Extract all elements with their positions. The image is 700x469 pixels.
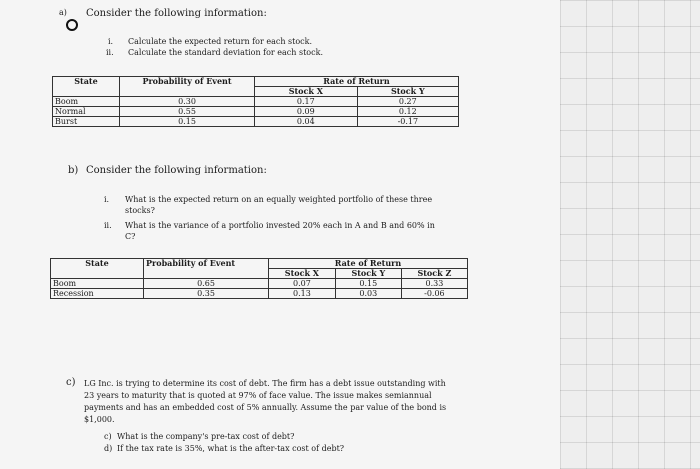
table-cell-prob: 0.30 — [120, 97, 255, 107]
task-b-num-2: ii. — [104, 221, 112, 230]
table-a-header-row — [53, 77, 459, 87]
question-c-num: c) — [104, 432, 112, 441]
task-a-num-2: ii. — [106, 48, 114, 57]
table-row — [53, 97, 459, 107]
circle-mark-icon — [66, 19, 78, 31]
table-cell-stock-z: -0.06 — [401, 289, 467, 299]
table-cell-stock-y: 0.03 — [335, 289, 401, 299]
table-cell-stock-y: 0.12 — [357, 107, 458, 117]
table-cell-stock-y: 0.15 — [335, 279, 401, 289]
table-a-rate-header: Rate of Return — [255, 77, 459, 87]
task-a-text-2: Calculate the standard deviation for each stock. — [128, 48, 323, 57]
table-row — [51, 289, 468, 299]
table-cell-stock-x: 0.17 — [255, 97, 358, 107]
section-b-label: b) — [68, 165, 79, 176]
section-a-intro: Consider the following information: — [86, 8, 267, 19]
table-cell-stock-y: -0.17 — [357, 117, 458, 127]
table-b-stock-z-header: Stock Z — [401, 269, 467, 279]
section-c-line-4: $1,000. — [84, 415, 115, 424]
table-a — [52, 76, 459, 127]
table-b-prob-header: Probability of Event — [144, 259, 269, 279]
section-c-line-2: 23 years to maturity that is quoted at 97% of face value. The issue makes semiannual — [84, 391, 432, 400]
table-b — [50, 258, 468, 299]
table-b-state-header: State — [51, 259, 144, 279]
task-b-text-1-line-2: stocks? — [125, 206, 155, 215]
table-a-stock-y-header: Stock Y — [357, 87, 458, 97]
table-row — [53, 117, 459, 127]
table-b-stock-y-header: Stock Y — [335, 269, 401, 279]
table-row — [53, 107, 459, 117]
table-cell-state: Recession — [51, 289, 144, 299]
table-cell-state: Boom — [51, 279, 144, 289]
table-cell-prob: 0.65 — [144, 279, 269, 289]
table-cell-state: Boom — [53, 97, 120, 107]
section-c-label: c) — [66, 377, 76, 388]
table-b-header-row — [51, 259, 468, 269]
task-b-text-2-line-1: What is the variance of a portfolio invested 20% each in A and B and 60% in — [125, 221, 435, 230]
table-a-stock-x-header: Stock X — [255, 87, 358, 97]
section-b-intro: Consider the following information: — [86, 165, 267, 176]
section-c-line-1: LG Inc. is trying to determine its cost of debt. The firm has a debt issue outstanding with — [84, 379, 446, 388]
task-b-text-1-line-1: What is the expected return on an equally weighted portfolio of these three — [125, 195, 433, 204]
section-c-line-3: payments and has an embedded cost of 5% annually. Assume the par value of the bond is — [84, 403, 447, 412]
background-grid — [560, 0, 700, 469]
table-a-prob-header: Probability of Event — [120, 77, 255, 97]
table-b-rate-header: Rate of Return — [269, 259, 468, 269]
table-cell-state: Burst — [53, 117, 120, 127]
table-cell-prob: 0.15 — [120, 117, 255, 127]
table-row — [51, 279, 468, 289]
table-cell-prob: 0.35 — [144, 289, 269, 299]
table-cell-stock-x: 0.13 — [269, 289, 336, 299]
table-cell-stock-z: 0.33 — [401, 279, 467, 289]
table-cell-stock-x: 0.09 — [255, 107, 358, 117]
table-cell-stock-x: 0.04 — [255, 117, 358, 127]
task-a-text-1: Calculate the expected return for each stock. — [128, 37, 313, 46]
table-b-stock-x-header: Stock X — [269, 269, 336, 279]
task-b-num-1: i. — [104, 195, 110, 204]
section-a-label: a) — [59, 8, 67, 17]
table-a-state-header: State — [53, 77, 120, 97]
table-cell-prob: 0.55 — [120, 107, 255, 117]
table-cell-state: Normal — [53, 107, 120, 117]
table-cell-stock-y: 0.27 — [357, 97, 458, 107]
question-d-num: d) — [104, 444, 113, 453]
question-c-text: What is the company's pre-tax cost of debt? — [117, 432, 295, 441]
table-cell-stock-x: 0.07 — [269, 279, 336, 289]
question-d-text: If the tax rate is 35%, what is the after-tax cost of debt? — [117, 444, 345, 453]
task-b-text-2-line-2: C? — [125, 232, 136, 241]
task-a-num-1: i. — [108, 37, 114, 46]
